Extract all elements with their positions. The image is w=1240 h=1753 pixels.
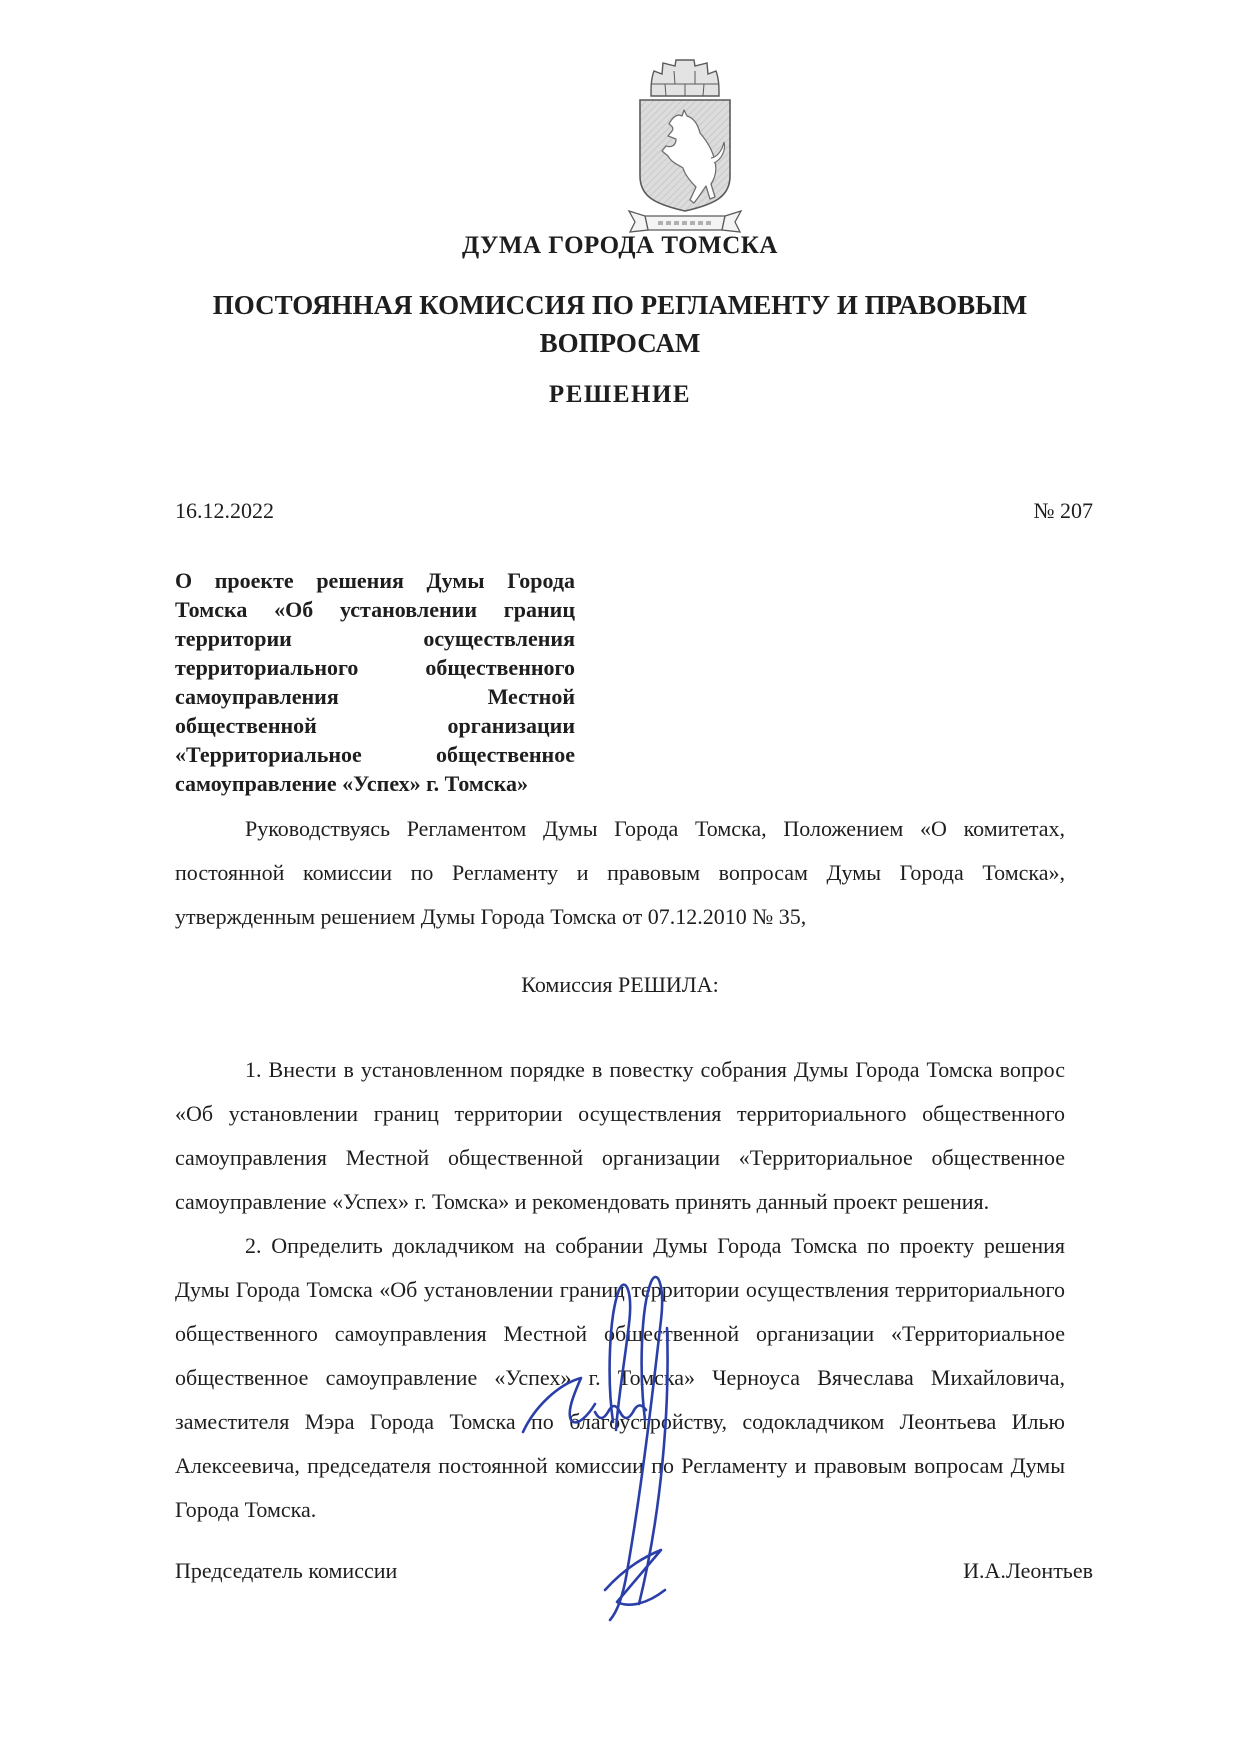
doc-date: 16.12.2022 — [175, 498, 274, 523]
preamble-paragraph: Руководствуясь Регламентом Думы Города Томска, Положением «О комитетах, постоянной комиссии по Регламенту и правовым вопросам Думы Города Томска», утвержденным решением Думы Города Томска от 07.12.2010 № 35, — [175, 816, 1065, 929]
mural-crown-icon — [651, 60, 719, 96]
doc-subject: О проекте решения Думы Города Томска «Об установлении границ территории осуществления территориального общественного самоуправления Местной общественной организации «Территориальное общественное самоуправление «Успех» г. Томска» — [175, 568, 575, 796]
commission-title: ПОСТОЯННАЯ КОМИССИЯ ПО РЕГЛАМЕНТУ И ПРАВОВЫМ ВОПРОСАМ — [212, 290, 1028, 358]
resolution-item-1: 1. Внести в установленном порядке в повестку собрания Думы Города Томска вопрос «Об установлении границ территории осуществления территориального общественного самоуправления Местной общественной организации «Территориальное общественное самоуправление «Успех» г. Томска» и рекомендовать принять данный проект решения. — [175, 1057, 1065, 1214]
org-name-title: ДУМА ГОРОДА ТОМСКА — [462, 232, 778, 259]
meta-row — [175, 498, 1093, 524]
shield-icon — [640, 100, 730, 211]
resolved-heading: Комиссия РЕШИЛА: — [521, 972, 719, 997]
signature-row — [175, 1558, 1093, 1584]
resolution-item-2: 2. Определить докладчиком на собрании Думы Города Томска по проекту решения Думы Города Томска «Об установлении границ территории осуществления территориального общественного самоуправления Местной общественной организации «Территориальное общественное самоуправление «Успех» г. Томска» Черноуса Вячеслава Михайловича, заместителя Мэра Города Томска по благоустройству, содокладчиком Леонтьева Илью Алексеевича, председателя постоянной комиссии по Регламенту и правовым вопросам Думы Города Томска. — [175, 1233, 1065, 1522]
doc-body — [175, 807, 1065, 1532]
signer-name: И.А.Леонтьев — [963, 1558, 1093, 1583]
signer-role: Председатель комиссии — [175, 1558, 398, 1583]
tomsk-coat-of-arms-icon — [625, 58, 745, 236]
doc-type-title: РЕШЕНИЕ — [548, 381, 692, 408]
doc-number: № 207 — [1033, 498, 1093, 523]
motto-ribbon-icon — [629, 211, 741, 232]
